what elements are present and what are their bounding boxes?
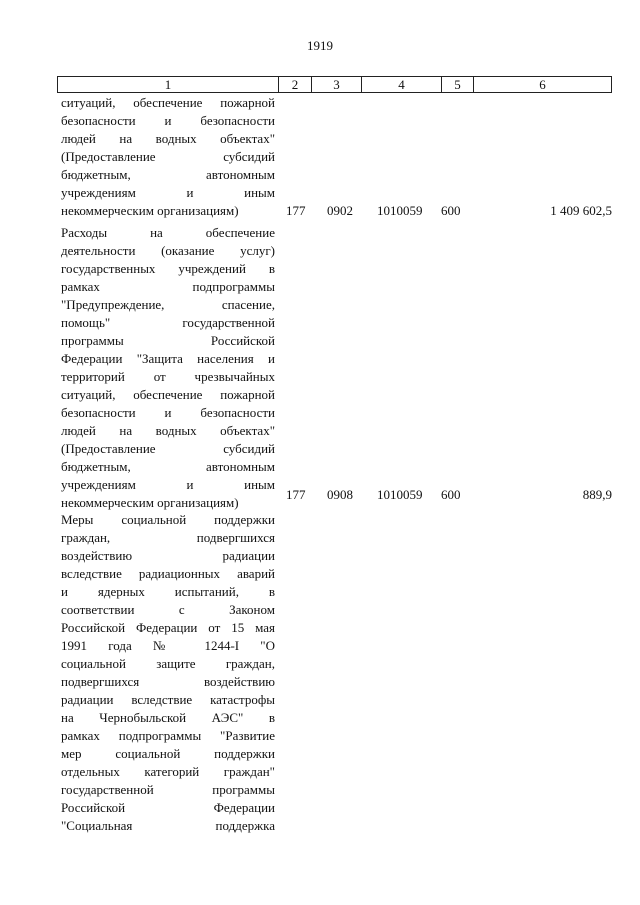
description-line: Российской Федерации [61,800,275,815]
description-line: некоммерческим организациям) [61,203,239,218]
description-line: радиации вследствие катастрофы [61,692,275,707]
amount: 889,9 [582,487,612,502]
description-line: программы Российской [61,333,275,348]
row-codes [61,202,612,220]
description-line: "Предупреждение, спасение, [61,297,275,312]
description-line: воздействию радиации [61,548,275,563]
table-row [61,224,612,510]
description-line: учреждениям и иным [61,185,275,200]
description-line: помощь" государственной [61,315,275,330]
description-line: социальной защите граждан, [61,656,275,671]
description-line: учреждениям и иным [61,477,275,492]
description-line: Меры социальной поддержки [61,512,275,527]
table-row [61,511,612,841]
description-line: людей на водных объектах" [61,131,275,146]
description-line: людей на водных объектах" [61,423,275,438]
description-line: Российской Федерации от 15 мая [61,620,275,635]
description-line: безопасности и безопасности [61,113,275,128]
description-line: и ядерных испытаний, в [61,584,275,599]
ministry-code: 177 [286,203,306,218]
table-header-row [57,76,612,93]
section-code: 0908 [327,487,353,502]
column-header-3: 3 [311,77,361,92]
expense-type-code: 600 [441,203,461,218]
table-row [61,94,612,220]
description-line: рамках подпрограммы [61,279,275,294]
page-number: 1919 [307,38,333,53]
description-line: мер социальной поддержки [61,746,275,761]
row-description [61,511,275,835]
column-header-2: 2 [278,77,311,92]
description-line: на Чернобыльской АЭС" в [61,710,275,725]
row-codes [61,486,612,504]
column-header-6: 6 [473,77,611,92]
description-line: Расходы на обеспечение [61,225,275,240]
amount: 1 409 602,5 [550,203,612,218]
target-article-code: 1010059 [377,487,423,502]
description-line: рамках подпрограммы "Развитие [61,728,275,743]
target-article-code: 1010059 [377,203,423,218]
description-line: государственных учреждений в [61,261,275,276]
description-line: бюджетным, автономным [61,167,275,182]
column-header-1: 1 [164,77,172,92]
column-header-5: 5 [441,77,473,92]
description-line: некоммерческим организациям) [61,495,239,510]
row-description [61,224,275,512]
description-line: отдельных категорий граждан" [61,764,275,779]
description-line: деятельности (оказание услуг) [61,243,275,258]
description-line: бюджетным, автономным [61,459,275,474]
description-line: соответствии с Законом [61,602,275,617]
description-line: территорий от чрезвычайных [61,369,275,384]
description-line: 1991 года № 1244-I "О [61,638,275,653]
description-line: граждан, подвергшихся [61,530,275,545]
description-line: Федерации "Защита населения и [61,351,275,366]
description-line: (Предоставление субсидий [61,149,275,164]
ministry-code: 177 [286,487,306,502]
expense-type-code: 600 [441,487,461,502]
description-line: (Предоставление субсидий [61,441,275,456]
description-line: подвергшихся воздействию [61,674,275,689]
column-header-4: 4 [361,77,441,92]
section-code: 0902 [327,203,353,218]
description-line: вследствие радиационных аварий [61,566,275,581]
description-line: ситуаций, обеспечение пожарной [61,95,275,110]
description-line: "Социальная поддержка [61,818,275,833]
description-line: ситуаций, обеспечение пожарной [61,387,275,402]
description-line: государственной программы [61,782,275,797]
description-line: безопасности и безопасности [61,405,275,420]
